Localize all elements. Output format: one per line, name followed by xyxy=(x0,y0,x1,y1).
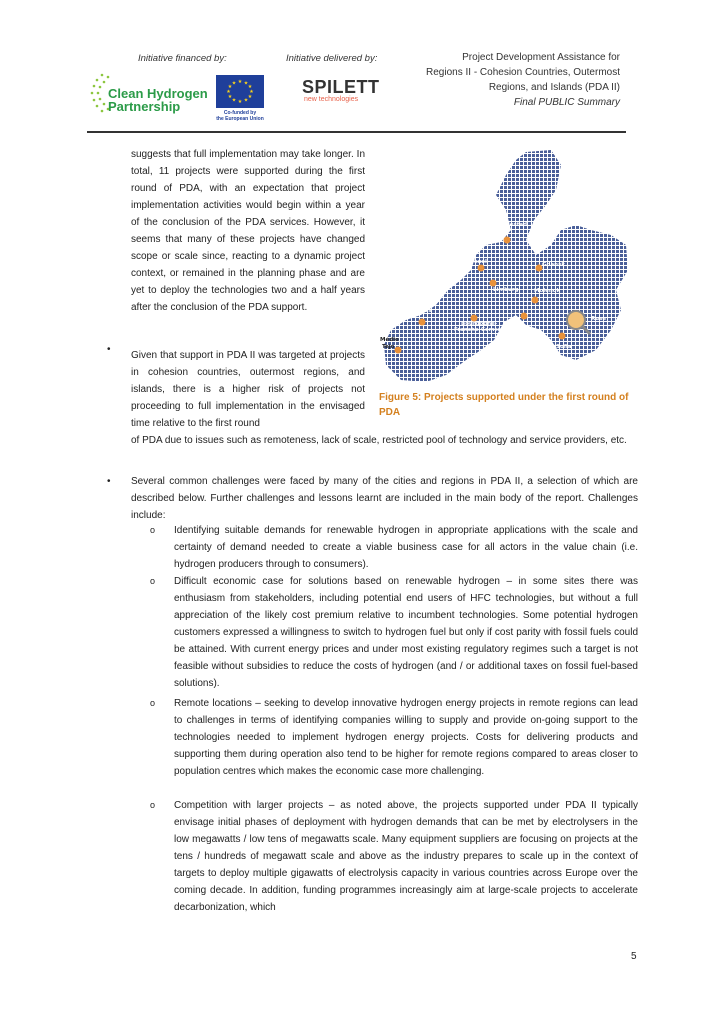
map-label: Limburg xyxy=(493,287,519,293)
svg-text:★: ★ xyxy=(226,89,231,95)
header-title-line: Regions, and Islands (PDA II) xyxy=(488,82,620,93)
challenge-item-2: Difficult economic case for solutions based on renewable hydrogen – in some sites there was enthusiasm from stakeholders, including potential end users of HFC technologies, but without a full appreciation of the likely cost premium relative to incumbent technologies. Some potential hydrogen customers expressed a willingness to switch to hydrogen fuel but only if cost parity with fossil fuels could be attained. With current energy prices and under most existing regulatory regimes such a target is not feasible without subsidies to reduce the costs of hydrogen (and / or additional taxes on fossil fuel-based solutions). xyxy=(174,576,638,689)
map-label: Sofia xyxy=(556,344,572,350)
sub-bullet-marker: o xyxy=(150,800,156,810)
map-label: Zagreb xyxy=(516,331,539,337)
header-title-line: Regions II - Cohesion Countries, Outermost xyxy=(426,67,620,78)
bullet-paragraph-1: Given that support in PDA II was targeted at projects in cohesion countries, outermost regions, and islands, there is a higher risk of projects not proceeding to full implementation in the envisaged time relative to the first round xyxy=(131,350,365,429)
map-label: Ruse xyxy=(591,316,607,322)
challenge-item-1: Identifying suitable demands for renewable hydrogen in appropriate applications with the scale and certainty of demand needed to create a viable business case for all actors in the value chain (i.e. hydrogen producers through to consumers). xyxy=(174,525,638,570)
eu-caption xyxy=(210,110,270,122)
sub-bullet-marker: o xyxy=(150,576,156,586)
header-title xyxy=(380,50,620,110)
svg-text:★: ★ xyxy=(237,79,243,85)
svg-text:★: ★ xyxy=(243,80,249,87)
sub-bullet-marker: o xyxy=(150,698,156,708)
logo-line: Partnership xyxy=(108,99,181,114)
header-divider xyxy=(87,131,626,133)
bullet-paragraph-2: Several common challenges were faced by many of the cities and regions in PDA II, a selection of which are described below. Further challenges and lessons learnt are included in the main body of the report. Challenges include: xyxy=(131,476,638,521)
challenge-item-4: Competition with larger projects – as noted above, the projects supported under PDA II typically envisage initial phases of deployment with hydrogen demands that can be met by electrolysers in the low megawatts / low tens of megawatts scale. Many equipment suppliers are focusing on projects at the tens / hundreds of megawatt scale and above as the industry prepares to scale up in the context of targets to deploy multiple gigawatts of electrolysis capacity in various countries across Europe over the coming decade. In addition, funding programmes increasingly aim at large-scale projects to accelerate decarbonization, which xyxy=(174,800,638,913)
bullet-paragraph-1-continued: of PDA due to issues such as remoteness, lack of scale, restricted pool of technology and service providers, etc. xyxy=(131,435,627,446)
map-label: Mariestad xyxy=(496,222,528,228)
figure-caption: Figure 5: Projects supported under the first round of PDA xyxy=(379,392,629,418)
svg-text:★: ★ xyxy=(231,80,237,87)
svg-text:★: ★ xyxy=(237,99,243,105)
bullet-marker: • xyxy=(107,344,111,355)
svg-text:★: ★ xyxy=(243,97,249,104)
header-title-line: Project Development Assistance for xyxy=(462,52,620,63)
map-label: Tejo xyxy=(382,344,395,350)
map-label: Franche-Comté xyxy=(454,327,501,333)
clean-hydrogen-logo-text xyxy=(108,87,208,113)
page-number: 5 xyxy=(631,951,637,962)
map-label: Molenok xyxy=(534,288,561,294)
sub-bullet-marker: o xyxy=(150,525,156,535)
spilett-tagline: new technologies xyxy=(304,96,359,103)
logo-line: Clean Hydrogen xyxy=(108,86,208,101)
spilett-logo: SPILETT xyxy=(302,77,380,97)
eu-caption-line: Co-funded by xyxy=(223,110,257,116)
financed-by-label: Initiative financed by: xyxy=(138,53,227,64)
svg-text:★: ★ xyxy=(249,89,254,95)
delivered-by-label: Initiative delivered by: xyxy=(286,53,378,64)
map-label: Texel xyxy=(471,259,487,265)
svg-text:★: ★ xyxy=(247,84,253,90)
svg-text:★: ★ xyxy=(231,97,237,104)
svg-text:★: ★ xyxy=(247,94,253,100)
map-label: Bourgogne- xyxy=(461,321,498,327)
bullet-marker: • xyxy=(107,476,111,487)
map-label: Asturias xyxy=(406,308,432,314)
svg-text:★: ★ xyxy=(227,94,233,100)
eu-flag-icon xyxy=(216,75,264,108)
header-title-line: Final PUBLIC Summary xyxy=(513,97,620,108)
map-label: Gdansk xyxy=(542,262,566,268)
europe-projects-map xyxy=(376,150,631,388)
intro-paragraph: suggests that full implementation may take longer. In total, 11 projects were supported during the first round of PDA, with an expectation that project implementation activities would begin within a year of the conclusion of the PDA services. However, it seems that many of these projects have changed scope or scale since, reacting to a dynamic project context, or remained in the planning phase and are yet to deploy the technologies two and a half years after the conclusion of the PDA support. xyxy=(131,149,365,313)
challenge-item-3: Remote locations – seeking to develop innovative hydrogen energy projects in remote regions can lead to challenges in terms of identifying companies willing to supply and provide on-going support to the technologies needed to implement hydrogen energy projects. Costs for delivering products and supporting them during operation also tend to be higher for remote regions compared to areas closer to population centres which makes the economic case more challenging. xyxy=(174,698,638,777)
svg-text:★: ★ xyxy=(227,84,233,90)
map-label: Médio xyxy=(380,337,399,343)
eu-caption-line: the European Union xyxy=(216,116,264,122)
